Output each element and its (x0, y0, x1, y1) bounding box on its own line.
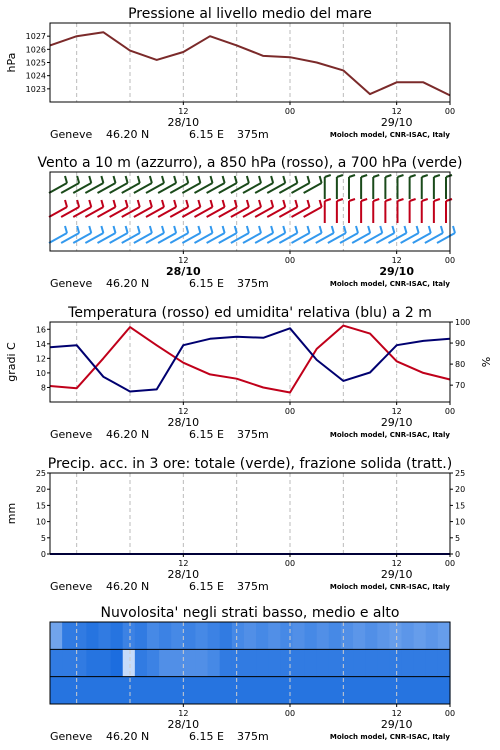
cloud-cell-alto-29 (402, 622, 415, 649)
wind-barb-flag-1-6 (138, 200, 140, 207)
wind-barb-flag-2-24 (356, 226, 358, 233)
wind-barb-flag-2-21 (320, 226, 322, 233)
wind-barb-flag-1-3 (101, 200, 103, 207)
cloud-cell-medio-30 (414, 649, 427, 676)
cloud-cell-basso-18 (268, 677, 281, 704)
cloud-cell-alto-8 (147, 622, 160, 649)
cloud-xtick-label-1: 00 (284, 709, 296, 718)
cloud-cell-medio-23 (329, 649, 342, 676)
cloud-cell-basso-29 (402, 677, 415, 704)
cloud-cell-alto-7 (135, 622, 148, 649)
temp-rh-title: Temperatura (rosso) ed umidita' relativa (blu) a 2 m (68, 305, 432, 321)
cloud-cell-alto-27 (377, 622, 390, 649)
cloud-cell-basso-28 (389, 677, 402, 704)
cloud-cell-medio-26 (365, 649, 378, 676)
cloud-cell-medio-8 (147, 649, 160, 676)
cloud-cell-basso-24 (341, 677, 354, 704)
precip-y2tick-label-4: 20 (455, 485, 466, 495)
wind-barb-flag-1-26 (373, 199, 379, 201)
cloud-cell-basso-16 (244, 677, 257, 704)
cloud-cell-medio-14 (220, 649, 233, 676)
cloud-cell-alto-16 (244, 622, 257, 649)
temp-rh-location-name: Geneve (50, 428, 93, 441)
cloud-cell-medio-9 (159, 649, 172, 676)
cloud-cell-basso-3 (86, 677, 99, 704)
wind-barb-flag-0-16 (259, 176, 261, 183)
wind-barb-flag-2-17 (271, 226, 273, 233)
temp-rh-y2tick-label-0: 70 (455, 381, 466, 391)
wind-barb-flag-0-25 (361, 175, 367, 177)
cloud-cell-medio-6 (123, 649, 136, 676)
cloud-cell-alto-25 (353, 622, 366, 649)
wind-barb-flag-0-3 (101, 176, 103, 183)
temp-rh-ytick-label-0: 8 (40, 383, 46, 393)
precip-location-alt: 375m (237, 580, 269, 593)
wind-barb-flag-0-24 (349, 175, 355, 177)
cloud-cell-basso-6 (123, 677, 136, 704)
wind-barb-flag-0-9 (174, 176, 176, 183)
temp-rh-xtick-label-2: 12 (391, 407, 402, 416)
cloud-location-lon: 6.15 E (189, 730, 224, 743)
wind-xtick-label-2: 12 (391, 256, 402, 265)
cloud-cell-basso-10 (171, 677, 184, 704)
wind-barb-flag-1-10 (186, 200, 188, 207)
cloud-cell-alto-20 (292, 622, 305, 649)
wind-barb-flag-1-25 (361, 199, 367, 201)
wind-barb-flag-0-29 (410, 175, 416, 177)
wind-barb-flag-2-26 (380, 226, 382, 233)
wind-barb-flag-2-28 (405, 226, 407, 233)
cloud-cell-alto-6 (123, 622, 136, 649)
wind-barb-flag-2-7 (150, 226, 152, 233)
temp-rh-xtick-label-0: 12 (178, 407, 189, 416)
temp-rh-ytick-label-3: 14 (35, 339, 46, 349)
wind-level-1 (49, 199, 452, 223)
cloud-cell-medio-20 (292, 649, 305, 676)
precip-ytick-label-5: 25 (35, 469, 46, 478)
cloud-cell-alto-30 (414, 622, 427, 649)
pressure-location-lon: 6.15 E (189, 128, 224, 141)
pressure-location-name: Geneve (50, 128, 93, 141)
wind-barb-flag-0-2 (89, 176, 91, 183)
cloud-cell-alto-17 (256, 622, 269, 649)
temp-rh-location-alt: 375m (237, 428, 269, 441)
wind-barb-flag-2-9 (174, 226, 176, 233)
wind-barb-flag-2-25 (368, 226, 370, 233)
wind-credit: Moloch model, CNR-ISAC, Italy (329, 280, 450, 288)
wind-barb-flag-1-15 (247, 200, 249, 207)
wind-barb-flag-0-20 (308, 176, 310, 183)
wind-barb-flag-1-7 (150, 200, 152, 207)
cloud-xtick-label-3: 00 (444, 709, 456, 718)
cloud-cell-basso-23 (329, 677, 342, 704)
wind-barb-flag-1-13 (223, 200, 225, 207)
cloud-cell-basso-26 (365, 677, 378, 704)
precip-y2tick-label-2: 10 (455, 517, 466, 527)
wind-xtick-label-0: 12 (178, 256, 189, 265)
cloud-cell-basso-19 (280, 677, 293, 704)
wind-barb-flag-2-18 (283, 226, 285, 233)
cloud-cell-basso-11 (183, 677, 196, 704)
wind-barb-flag-1-9 (174, 200, 176, 207)
wind-location-lat: 46.20 N (106, 277, 150, 290)
cloud-cell-medio-12 (195, 649, 208, 676)
cloud-cell-medio-22 (317, 649, 330, 676)
temp-rh-frame (50, 322, 450, 402)
precip-y2tick-label-5: 25 (455, 469, 466, 478)
temp-rh-ytick-label-4: 16 (35, 325, 46, 335)
wind-barb-flag-0-30 (422, 175, 428, 177)
temp-rh-ytick-label-1: 10 (35, 368, 46, 378)
wind-barb-flag-0-31 (434, 175, 440, 177)
cloud-cell-medio-28 (389, 649, 402, 676)
wind-barb-flag-2-1 (77, 226, 79, 233)
precip-y2tick-label-0: 0 (455, 550, 461, 559)
wind-location-name: Geneve (50, 277, 93, 290)
wind-barb-flag-2-16 (259, 226, 261, 233)
cloud-cell-medio-4 (98, 649, 111, 676)
wind-barb-flag-2-32 (453, 226, 455, 233)
precip-location-lat: 46.20 N (106, 580, 150, 593)
cloud-cell-medio-25 (353, 649, 366, 676)
pressure-xtick-label-2: 12 (391, 107, 402, 116)
wind-barb-flag-2-5 (126, 226, 128, 233)
precip-location-lon: 6.15 E (189, 580, 224, 593)
wind-barb-flag-2-30 (429, 226, 431, 233)
cloud-cell-medio-15 (232, 649, 245, 676)
wind-barb-flag-2-29 (417, 226, 419, 233)
wind-barb-flag-1-21 (320, 200, 322, 207)
wind-barb-flag-0-0 (65, 176, 67, 183)
cloud-credit: Moloch model, CNR-ISAC, Italy (329, 733, 450, 741)
temp-rh-y2tick-label-1: 80 (455, 360, 466, 370)
cloud-cell-medio-21 (305, 649, 318, 676)
cloud-cell-alto-10 (171, 622, 184, 649)
wind-barb-flag-1-31 (434, 199, 440, 201)
cloud-cell-basso-21 (305, 677, 318, 704)
wind-barb-flag-0-1 (77, 176, 79, 183)
temp-rh-y2tick-label-3: 100 (455, 318, 471, 327)
wind-barb-flag-0-27 (385, 175, 391, 177)
pressure-date-label-1: 29/10 (380, 116, 413, 129)
temp-rh-location-lat: 46.20 N (106, 428, 150, 441)
temp-rh-xtick-label-1: 00 (284, 407, 296, 416)
cloud-cell-basso-4 (98, 677, 111, 704)
temp-rh-xtick-label-3: 00 (444, 407, 456, 416)
wind-barb-flag-2-13 (223, 226, 225, 233)
pressure-location-lat: 46.20 N (106, 128, 150, 141)
precip-frame (50, 473, 450, 554)
cloud-cell-alto-1 (62, 622, 75, 649)
cloud-cell-medio-13 (208, 649, 221, 676)
cloud-cell-medio-32 (438, 649, 451, 676)
wind-barb-flag-2-3 (101, 226, 103, 233)
cloud-cell-basso-31 (426, 677, 439, 704)
cloud-cell-medio-0 (50, 649, 63, 676)
cloud-cell-basso-15 (232, 677, 245, 704)
cloud-cell-alto-11 (183, 622, 196, 649)
precip-xtick-label-3: 00 (444, 559, 456, 568)
wind-barb-flag-2-15 (247, 226, 249, 233)
cloud-cell-alto-5 (111, 622, 124, 649)
pressure-ytick-label-0: 1023 (25, 84, 46, 94)
wind-barb-flag-1-29 (410, 199, 416, 201)
cloud-cell-alto-3 (86, 622, 99, 649)
wind-barb-flag-2-23 (344, 226, 346, 233)
wind-barb-flag-2-2 (89, 226, 91, 233)
cloud-cell-alto-0 (50, 622, 63, 649)
wind-barb-flag-1-8 (162, 200, 164, 207)
wind-barb-flag-0-10 (186, 176, 188, 183)
cloud-location-name: Geneve (50, 730, 93, 743)
cloud-cell-alto-19 (280, 622, 293, 649)
pressure-location-alt: 375m (237, 128, 269, 141)
wind-barb-flag-1-30 (422, 199, 428, 201)
wind-barb-flag-0-18 (283, 176, 285, 183)
pressure-ytick-label-2: 1025 (25, 58, 46, 68)
precip-y2tick-label-1: 5 (455, 533, 461, 543)
wind-barb-flag-2-11 (198, 226, 200, 233)
cloud-location-alt: 375m (237, 730, 269, 743)
precip-xtick-label-1: 00 (284, 559, 296, 568)
wind-barb-flag-2-4 (114, 226, 116, 233)
wind-barb-flag-0-6 (138, 176, 140, 183)
temp-rh-humidity-line (50, 328, 450, 391)
precip-xtick-label-0: 12 (178, 559, 189, 568)
cloud-cell-basso-20 (292, 677, 305, 704)
pressure-line (50, 32, 450, 95)
cloud-cell-alto-15 (232, 622, 245, 649)
cloud-cell-medio-19 (280, 649, 293, 676)
wind-level-2 (49, 226, 455, 243)
wind-barb-flag-1-24 (349, 199, 355, 201)
cloud-cell-medio-31 (426, 649, 439, 676)
cloud-cell-basso-17 (256, 677, 269, 704)
cloud-cell-basso-9 (159, 677, 172, 704)
cloud-cell-alto-23 (329, 622, 342, 649)
cloud-cell-medio-11 (183, 649, 196, 676)
pressure-date-label-0: 28/10 (167, 116, 200, 129)
pressure-ytick-label-3: 1026 (25, 45, 46, 55)
cloud-cell-basso-12 (195, 677, 208, 704)
wind-barb-flag-0-21 (320, 176, 322, 183)
cloud-cell-basso-0 (50, 677, 63, 704)
pressure-ylabel: hPa (5, 52, 18, 73)
wind-title: Vento a 10 m (azzurro), a 850 hPa (rosso), a 700 hPa (verde) (37, 155, 463, 171)
cloud-cell-medio-17 (256, 649, 269, 676)
wind-barb-flag-1-17 (271, 200, 273, 207)
cloud-cell-basso-25 (353, 677, 366, 704)
pressure-xtick-label-3: 00 (444, 107, 456, 116)
cloud-cell-medio-24 (341, 649, 354, 676)
precip-date-label-0: 28/10 (167, 568, 200, 581)
cloud-cell-basso-30 (414, 677, 427, 704)
wind-barb-flag-1-0 (65, 200, 67, 207)
cloud-cell-basso-1 (62, 677, 75, 704)
cloud-location-lat: 46.20 N (106, 730, 150, 743)
wind-barb-flag-1-28 (398, 199, 404, 201)
wind-level-0 (49, 175, 452, 199)
precip-ytick-label-3: 15 (35, 501, 46, 511)
cloud-date-label-1: 29/10 (380, 718, 413, 731)
precip-ytick-label-4: 20 (35, 485, 46, 495)
cloud-cell-alto-4 (98, 622, 111, 649)
wind-barb-flag-1-5 (126, 200, 128, 207)
precip-title: Precip. acc. in 3 ore: totale (verde), frazione solida (tratt.) (47, 456, 453, 472)
wind-barb-flag-1-22 (325, 199, 331, 201)
pressure-title: Pressione al livello medio del mare (128, 6, 372, 22)
precip-xtick-label-2: 12 (391, 559, 402, 568)
wind-barb-flag-2-6 (138, 226, 140, 233)
cloud-cell-basso-27 (377, 677, 390, 704)
wind-xtick-label-1: 00 (284, 256, 296, 265)
cloud-cell-basso-5 (111, 677, 124, 704)
cloud-cell-alto-13 (208, 622, 221, 649)
pressure-xtick-label-0: 12 (178, 107, 189, 116)
cloud-cell-alto-9 (159, 622, 172, 649)
wind-barb-flag-0-11 (198, 176, 200, 183)
cloud-cell-medio-16 (244, 649, 257, 676)
precip-date-label-1: 29/10 (380, 568, 413, 581)
wind-barb-flag-0-28 (398, 175, 404, 177)
wind-barb-flag-0-13 (223, 176, 225, 183)
cloud-xtick-label-0: 12 (178, 709, 189, 718)
cloud-date-label-0: 28/10 (167, 718, 200, 731)
precip-ytick-label-2: 10 (35, 517, 46, 527)
wind-barb-flag-1-16 (259, 200, 261, 207)
wind-barb-flag-0-7 (150, 176, 152, 183)
wind-barb-flag-2-27 (392, 226, 394, 233)
wind-barb-flag-1-11 (198, 200, 200, 207)
cloud-cell-alto-22 (317, 622, 330, 649)
cloud-cell-alto-26 (365, 622, 378, 649)
wind-barb-flag-2-0 (65, 226, 67, 233)
cloud-cell-basso-13 (208, 677, 221, 704)
cloud-cell-medio-5 (111, 649, 124, 676)
wind-barb-flag-2-10 (186, 226, 188, 233)
cloud-cell-alto-24 (341, 622, 354, 649)
temp-rh-ylabel: gradi C (5, 342, 18, 382)
wind-date-label-1: 29/10 (379, 265, 414, 278)
wind-barb-flag-1-18 (283, 200, 285, 207)
wind-barb-flag-1-4 (114, 200, 116, 207)
wind-barb-flag-0-4 (114, 176, 116, 183)
pressure-ytick-label-4: 1027 (25, 32, 46, 42)
cloud-cell-medio-29 (402, 649, 415, 676)
cloud-cell-medio-27 (377, 649, 390, 676)
cloud-cell-medio-1 (62, 649, 75, 676)
precip-y2tick-label-3: 15 (455, 501, 466, 511)
wind-barb-flag-2-20 (308, 226, 310, 233)
pressure-xtick-label-1: 00 (284, 107, 296, 116)
wind-barb-flag-0-26 (373, 175, 379, 177)
wind-barb-flag-0-14 (235, 176, 237, 183)
cloud-cell-alto-32 (438, 622, 451, 649)
cloud-cell-basso-7 (135, 677, 148, 704)
cloud-cell-basso-8 (147, 677, 160, 704)
cloud-cell-alto-31 (426, 622, 439, 649)
pressure-frame (50, 23, 450, 102)
wind-barb-flag-1-23 (337, 199, 343, 201)
cloud-cell-alto-14 (220, 622, 233, 649)
wind-barb-flag-1-32 (446, 199, 452, 201)
temp-rh-y2label: % (480, 356, 493, 368)
wind-barb-flag-0-23 (337, 175, 343, 177)
pressure-credit: Moloch model, CNR-ISAC, Italy (329, 131, 450, 139)
wind-barb-flag-1-2 (89, 200, 91, 207)
wind-barb-flag-2-12 (211, 226, 213, 233)
precip-ytick-label-1: 5 (40, 533, 46, 543)
temp-rh-date-label-1: 29/10 (380, 416, 413, 429)
cloud-cell-medio-7 (135, 649, 148, 676)
cloud-cell-medio-10 (171, 649, 184, 676)
cloud-cell-alto-18 (268, 622, 281, 649)
wind-barb-flag-1-1 (77, 200, 79, 207)
cloud-cell-basso-32 (438, 677, 451, 704)
precip-location-name: Geneve (50, 580, 93, 593)
wind-barb-flag-1-27 (385, 199, 391, 201)
cloud-cell-alto-12 (195, 622, 208, 649)
temp-rh-credit: Moloch model, CNR-ISAC, Italy (329, 431, 450, 439)
cloud-cell-alto-28 (389, 622, 402, 649)
wind-barb-flag-0-19 (295, 176, 297, 183)
wind-barb-flag-0-32 (446, 175, 452, 177)
temp-rh-temperature-line (50, 326, 450, 393)
cloud-cell-medio-3 (86, 649, 99, 676)
precip-credit: Moloch model, CNR-ISAC, Italy (329, 583, 450, 591)
cloud-cell-alto-21 (305, 622, 318, 649)
wind-barb-flag-0-15 (247, 176, 249, 183)
wind-barb-flag-2-31 (441, 226, 443, 233)
wind-location-lon: 6.15 E (189, 277, 224, 290)
cloud-cell-medio-2 (74, 649, 87, 676)
pressure-ytick-label-1: 1024 (25, 71, 46, 81)
temp-rh-location-lon: 6.15 E (189, 428, 224, 441)
cloud-cell-medio-18 (268, 649, 281, 676)
precip-ylabel: mm (5, 502, 18, 525)
temp-rh-ytick-label-2: 12 (35, 354, 46, 364)
wind-barb-flag-1-12 (211, 200, 213, 207)
cloud-cell-basso-2 (74, 677, 87, 704)
wind-barb-flag-0-22 (325, 175, 331, 177)
cloud-title: Nuvolosita' negli strati basso, medio e alto (100, 605, 400, 621)
wind-date-label-0: 28/10 (166, 265, 201, 278)
temp-rh-y2tick-label-2: 90 (455, 339, 466, 349)
wind-xtick-label-3: 00 (444, 256, 456, 265)
cloud-cell-basso-22 (317, 677, 330, 704)
wind-barb-flag-2-8 (162, 226, 164, 233)
wind-barb-flag-0-5 (126, 176, 128, 183)
precip-ytick-label-0: 0 (40, 550, 46, 559)
temp-rh-date-label-0: 28/10 (167, 416, 200, 429)
wind-barb-flag-2-14 (235, 226, 237, 233)
cloud-xtick-label-2: 12 (391, 709, 402, 718)
wind-barb-flag-0-17 (271, 176, 273, 183)
cloud-cell-basso-14 (220, 677, 233, 704)
wind-barb-flag-0-8 (162, 176, 164, 183)
wind-barb-flag-1-20 (308, 200, 310, 207)
cloud-cell-alto-2 (74, 622, 87, 649)
wind-barb-flag-1-19 (295, 200, 297, 207)
wind-barb-flag-2-22 (332, 226, 334, 233)
wind-barb-flag-2-19 (295, 226, 297, 233)
wind-barb-flag-0-12 (211, 176, 213, 183)
wind-location-alt: 375m (237, 277, 269, 290)
